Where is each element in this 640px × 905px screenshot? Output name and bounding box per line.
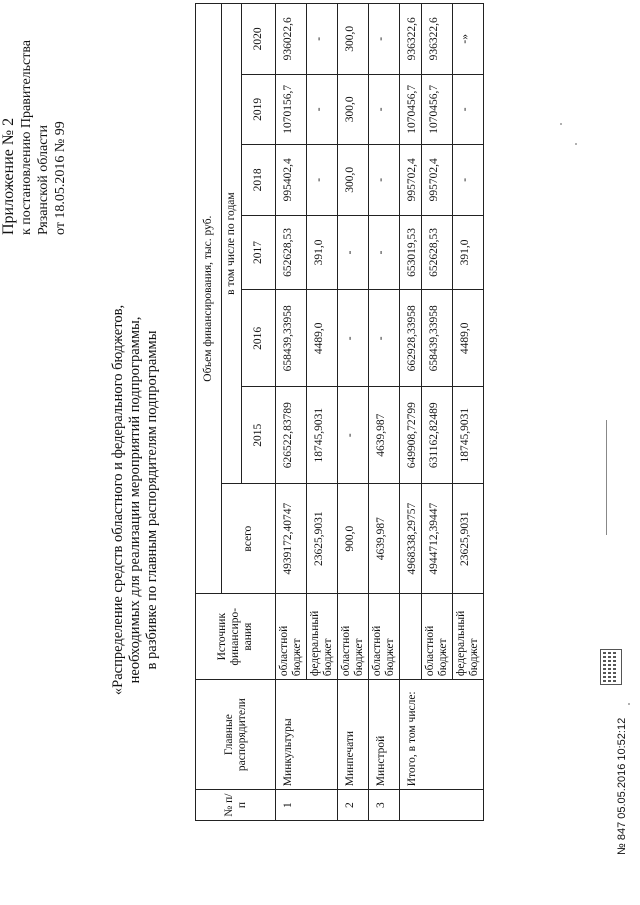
cell-value: 18745,9031 [307,387,338,484]
cell-value: - [369,145,400,215]
cell-value: - [307,145,338,215]
cell-num: 2 [338,790,369,821]
cell-value: 995702,4 [422,145,453,215]
cell-value: - [307,4,338,75]
scan-speck [575,143,577,145]
scan-speck [560,123,562,125]
cell-manager: Минстрой [369,680,400,790]
title-line: в разбивке по главным распорядителям подпрограммы [144,330,160,670]
cell-value: 626522,83789 [276,387,307,484]
cell-value: 631162,82489 [422,387,453,484]
cell-value: - [369,290,400,387]
header-source: Источник финансиро-вания [196,594,276,680]
appendix-header [0,20,69,380]
title-line: необходимых для реализации мероприятий подпрограммы, [127,316,143,684]
cell-num: 3 [369,790,400,821]
appendix-line: к постановлению Правительства [19,39,34,235]
cell-value: 653019,53 [400,215,422,290]
header-year: 2015 [242,387,276,484]
cell-value: 652628,53 [422,215,453,290]
cell-value: 652628,53 [276,215,307,290]
table-row [338,4,369,821]
cell-source: федеральный бюджет [307,594,338,680]
header-year: 2017 [242,215,276,290]
cell-value: 662928,33958 [400,290,422,387]
cell-value: 936022,6 [276,4,307,75]
cell-total: 23625,9031 [307,484,338,594]
cell-num [400,790,484,821]
appendix-date: от 18.05.2016 № 99 [53,121,68,235]
footer [598,135,628,855]
cell-value: 391,0 [453,215,484,290]
cell-num: 1 [276,790,338,821]
cell-value: 391,0 [307,215,338,290]
table-row [369,4,400,821]
cell-value: 18745,9031 [453,387,484,484]
header-year: 2018 [242,145,276,215]
divider-line [606,420,607,535]
document-title [110,150,161,850]
cell-value: - [453,145,484,215]
cell-total: 4939172,40747 [276,484,307,594]
cell-value: 658439,33958 [276,290,307,387]
cell-value: - [338,387,369,484]
cell-value: 300,0 [338,74,369,144]
cell-source: федеральный бюджет [453,594,484,680]
cell-value: 4489,0 [453,290,484,387]
cell-total: 4944712,39447 [422,484,453,594]
cell-value: 936322,6 [400,4,422,75]
cell-value: 1070156,7 [276,74,307,144]
cell-total: 4968338,29757 [400,484,422,594]
cell-source [400,594,422,680]
scan-speck [628,703,630,705]
cell-manager: Минпечати [338,680,369,790]
cell-value: 4639,987 [369,387,400,484]
header-total: всего [222,484,276,594]
cell-source: областной бюджет [338,594,369,680]
cell-value: 995402,4 [276,145,307,215]
header-year: 2020 [242,4,276,75]
cell-value: - [369,4,400,75]
cell-value: 649908,72799 [400,387,422,484]
appendix-line: Рязанской области [36,124,51,235]
cell-value: 1070456,7 [400,74,422,144]
cell-source: областной бюджет [369,594,400,680]
header-incl-years: в том числе по годам [222,4,242,484]
cell-value: -» [453,4,484,75]
cell-manager: Итого, в том числе: [400,680,484,790]
cell-value: 1070456,7 [422,74,453,144]
appendix-number: Приложение № 2 [0,117,17,235]
cell-total: 23625,9031 [453,484,484,594]
funding-table [195,3,484,821]
header-year: 2016 [242,290,276,387]
cell-total: 900,0 [338,484,369,594]
cell-value: - [369,74,400,144]
header-managers: Главные распорядители [196,680,276,790]
cell-value: - [338,215,369,290]
cell-value: - [453,74,484,144]
table-row [276,4,307,821]
cell-value: - [338,290,369,387]
cell-manager: Минкультуры [276,680,338,790]
document-registration-number: № 847 05.05.2016 10:52:12 [616,717,628,855]
cell-value: - [369,215,400,290]
cell-value: 936322,6 [422,4,453,75]
cell-total: 4639,987 [369,484,400,594]
header-num: № п/п [196,790,276,821]
header-volume: Объем финансирования, тыс. руб. [196,4,222,594]
cell-value: 658439,33958 [422,290,453,387]
cell-value: 4489,0 [307,290,338,387]
title-line: «Распределение средств областного и федерального бюджетов, [110,304,126,696]
cell-value: 995702,4 [400,145,422,215]
cell-value: 300,0 [338,145,369,215]
barcode-stamp-icon [600,649,622,685]
cell-source: областной бюджет [422,594,453,680]
cell-value: - [307,74,338,144]
header-year: 2019 [242,74,276,144]
cell-source: областной бюджет [276,594,307,680]
table-row-total [400,4,422,821]
cell-value: 300,0 [338,4,369,75]
